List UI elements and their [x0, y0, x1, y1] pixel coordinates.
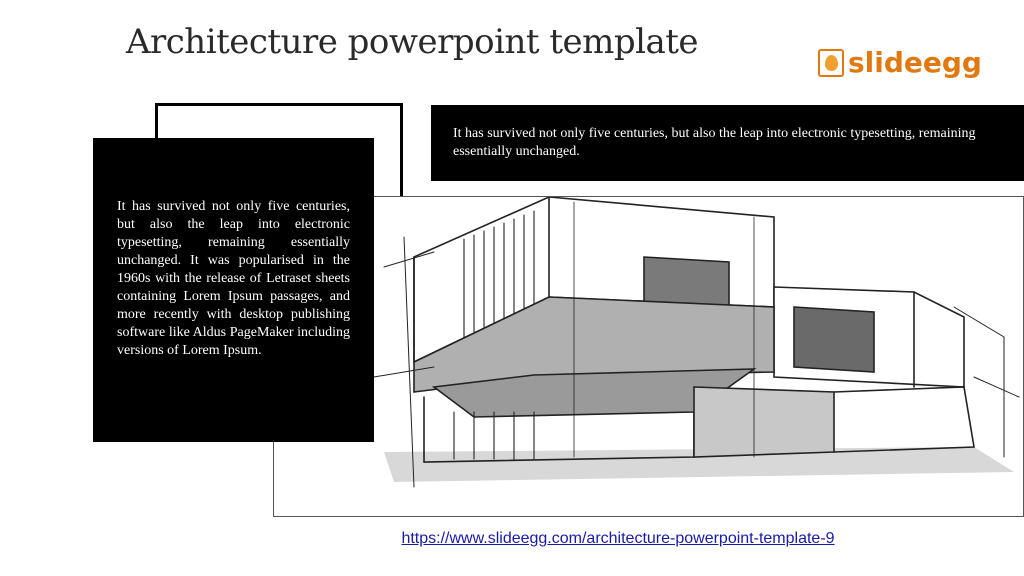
description-card [93, 138, 374, 442]
egg-logo-icon [818, 49, 844, 77]
top-text-banner [431, 105, 1024, 181]
logo-text: slideegg [848, 46, 982, 79]
banner-text: It has survived not only five centuries, but also the leap into electronic typesetting, remaining essentially unchanged. [453, 126, 976, 159]
architecture-sketch-image [273, 196, 1024, 517]
slideegg-logo [818, 46, 982, 80]
building-sketch-icon [274, 197, 1024, 517]
card-text: It has survived not only five centuries, but also the leap into electronic typesetting, remaining essentially unchanged. It was popularised in the 1960s with the release of Letraset sheets containing Lorem Ipsum passages, and more recently with desktop publishing software like Aldus PageMaker including versions of Lorem Ipsum. [117, 199, 350, 358]
source-link[interactable]: https://www.slideegg.com/architecture-powerpoint-template-9 [401, 530, 835, 547]
slide-title-text: Architecture powerpoint template [125, 22, 699, 62]
